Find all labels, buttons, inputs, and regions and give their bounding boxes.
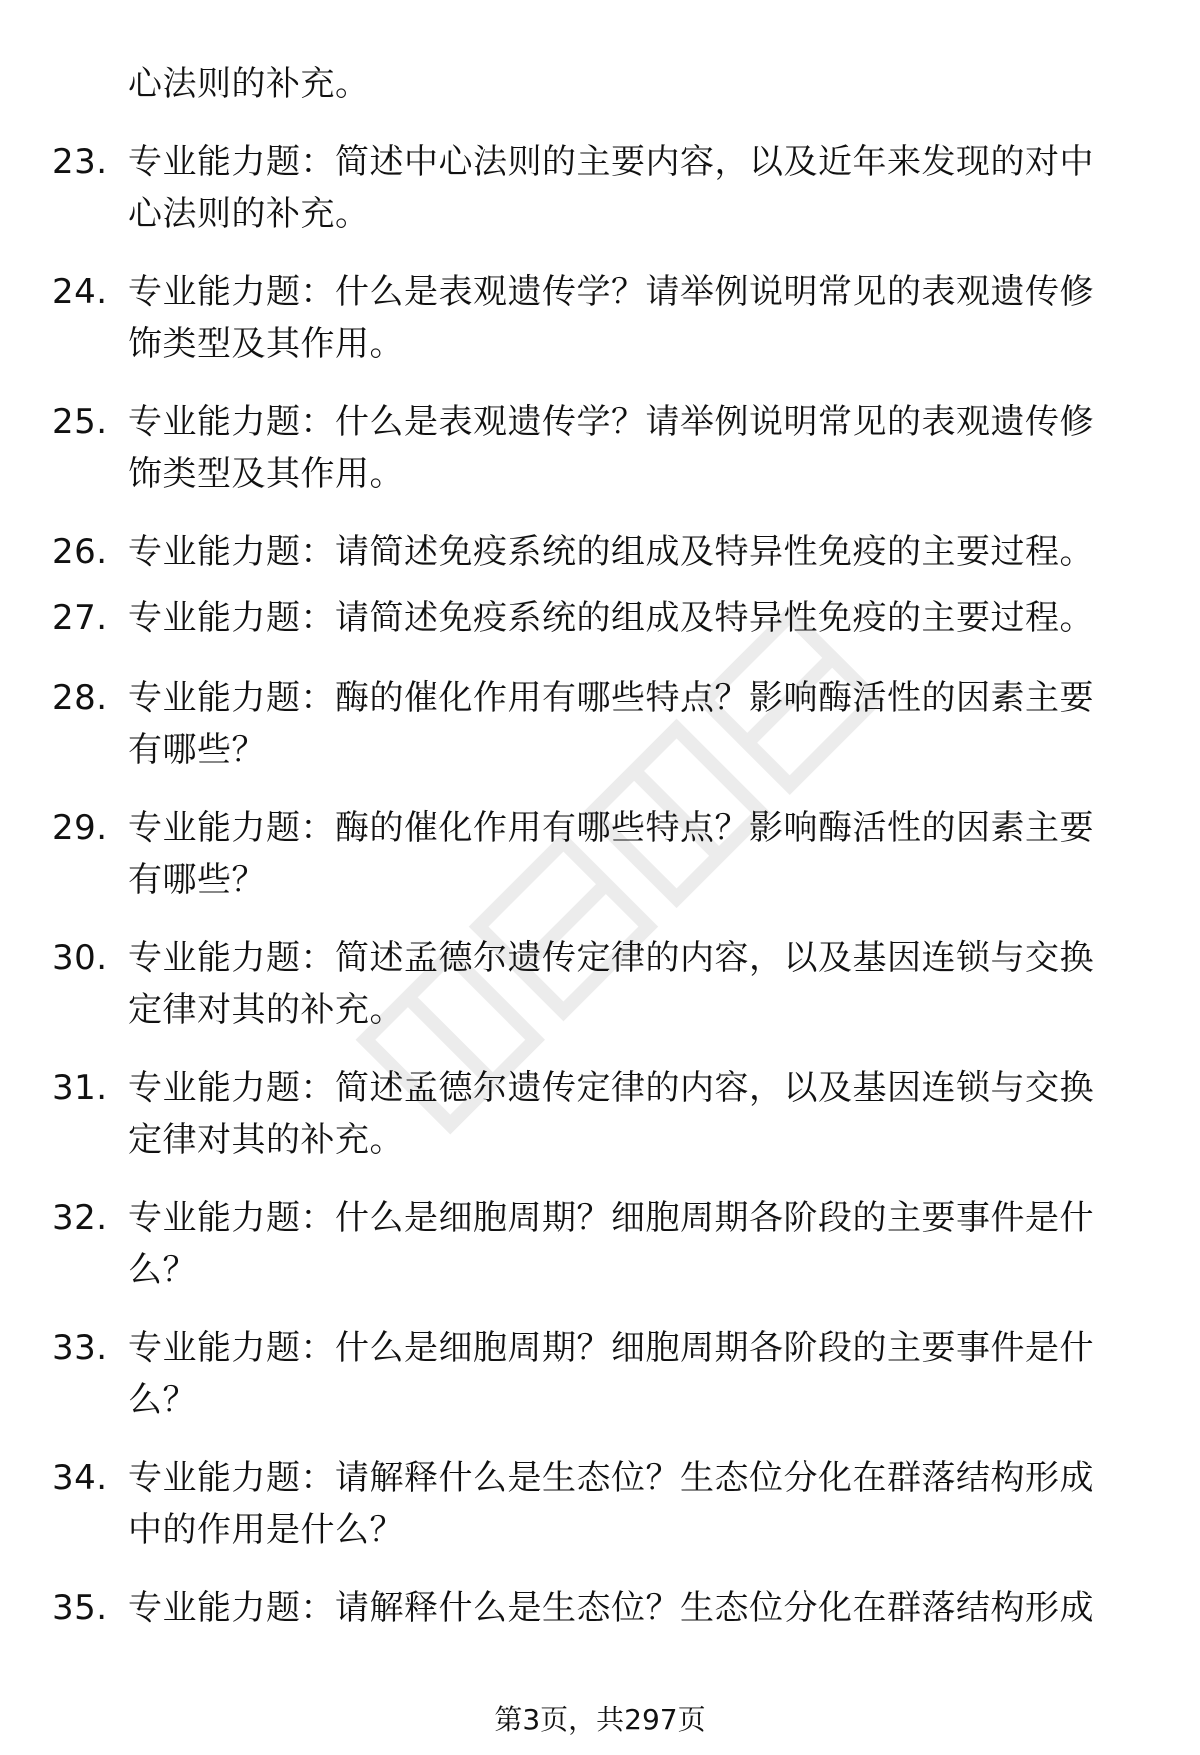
question-text [128,1062,1144,1166]
question-line: 定律对其的补充。 [128,1120,404,1160]
question-item [0,1452,1200,1582]
question-item [0,396,1200,526]
question-item [0,1062,1200,1192]
question-number: 27. [52,598,108,638]
question-line: 有哪些？ [128,730,266,770]
question-line: 专业能力题：简述孟德尔遗传定律的内容，以及基因连锁与交换 [128,1068,1094,1108]
question-line: 饰类型及其作用。 [128,454,404,494]
question-line: 么？ [128,1380,197,1420]
question-line: 专业能力题：请简述免疫系统的组成及特异性免疫的主要过程。 [128,598,1094,638]
question-line: 专业能力题：酶的催化作用有哪些特点？影响酶活性的因素主要 [128,808,1094,848]
question-line: 专业能力题：简述中心法则的主要内容，以及近年来发现的对中 [128,142,1094,182]
question-number: 34. [52,1458,108,1498]
question-number: 29. [52,808,108,848]
question-line: 专业能力题：什么是细胞周期？细胞周期各阶段的主要事件是什 [128,1198,1094,1238]
question-line: 定律对其的补充。 [128,990,404,1030]
question-text [128,1452,1144,1556]
question-text [128,802,1144,906]
question-item [0,1192,1200,1322]
question-text [128,266,1144,370]
question-item [0,592,1200,672]
question-number: 31. [52,1068,108,1108]
question-number: 26. [52,532,108,572]
question-item [0,136,1200,266]
question-text [128,932,1144,1036]
question-line: 专业能力题：请解释什么是生态位？生态位分化在群落结构形成 [128,1588,1094,1628]
question-line: 专业能力题：酶的催化作用有哪些特点？影响酶活性的因素主要 [128,678,1094,718]
continuation-text: 心法则的补充。 [128,64,370,104]
question-text [128,1582,1144,1634]
question-number: 30. [52,938,108,978]
question-item [0,266,1200,396]
question-text [128,592,1144,644]
question-number: 33. [52,1328,108,1368]
question-number: 23. [52,142,108,182]
question-text [128,526,1144,578]
question-text [128,1322,1144,1426]
question-line: 有哪些？ [128,860,266,900]
question-line: 专业能力题：什么是细胞周期？细胞周期各阶段的主要事件是什 [128,1328,1094,1368]
question-number: 35. [52,1588,108,1628]
question-text [128,396,1144,500]
question-item [0,932,1200,1062]
question-line: 中的作用是什么？ [128,1510,404,1550]
question-text [128,1192,1144,1296]
question-line: 专业能力题：请解释什么是生态位？生态位分化在群落结构形成 [128,1458,1094,1498]
question-number: 32. [52,1198,108,1238]
question-text [128,672,1144,776]
question-number: 24. [52,272,108,312]
question-item [0,526,1200,592]
question-text [128,136,1144,240]
question-number: 28. [52,678,108,718]
question-line: 专业能力题：简述孟德尔遗传定律的内容，以及基因连锁与交换 [128,938,1094,978]
question-line: 专业能力题：请简述免疫系统的组成及特异性免疫的主要过程。 [128,532,1094,572]
question-item [0,802,1200,932]
question-item [0,1582,1200,1648]
question-line: 么？ [128,1250,197,1290]
question-number: 25. [52,402,108,442]
question-line: 专业能力题：什么是表观遗传学？请举例说明常见的表观遗传修 [128,402,1094,442]
question-line: 饰类型及其作用。 [128,324,404,364]
question-item [0,672,1200,802]
page-footer: 第3页，共297页 [494,1703,706,1736]
question-list [0,136,1200,1648]
question-line: 心法则的补充。 [128,194,370,234]
question-item [0,1322,1200,1452]
question-line: 专业能力题：什么是表观遗传学？请举例说明常见的表观遗传修 [128,272,1094,312]
